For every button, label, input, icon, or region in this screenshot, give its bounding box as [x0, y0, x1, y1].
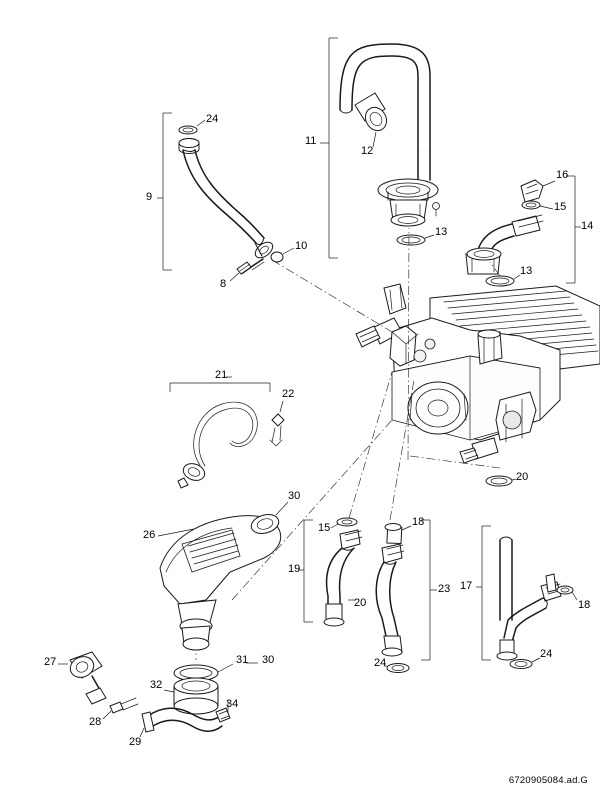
callout-20-right: 20 [516, 471, 529, 483]
callout-24-upper-left: 24 [206, 113, 219, 125]
callout-10: 10 [295, 240, 308, 252]
callout-20-lower: 20 [354, 597, 367, 609]
callout-26: 26 [143, 529, 156, 541]
callout-31: 31 [236, 654, 249, 666]
callout-19: 19 [288, 563, 301, 575]
callout-28: 28 [89, 716, 102, 728]
callout-9: 9 [146, 191, 153, 203]
document-code: 6720905084.ad.G [508, 775, 588, 786]
callout-15-lower: 15 [318, 522, 331, 534]
callout-34: 34 [226, 698, 239, 710]
callout-21: 21 [215, 369, 228, 381]
callout-24-bottom-center: 24 [374, 657, 387, 669]
callout-14: 14 [581, 220, 594, 232]
callout-32: 32 [150, 679, 163, 691]
callout-30-lower: 30 [262, 654, 275, 666]
callout-13-top: 13 [435, 226, 448, 238]
callout-11: 11 [305, 135, 317, 147]
callout-18-center: 18 [412, 516, 425, 528]
callout-27: 27 [44, 656, 57, 668]
callout-17: 17 [460, 580, 473, 592]
callout-23: 23 [438, 583, 451, 595]
callout-29: 29 [129, 736, 142, 748]
callout-16: 16 [556, 169, 569, 181]
callout-18-right: 18 [578, 599, 591, 611]
callout-15-upper-right: 15 [554, 201, 567, 213]
callout-30-upper: 30 [288, 490, 301, 502]
callout-8: 8 [220, 278, 227, 290]
callout-22: 22 [282, 388, 295, 400]
callout-13-right: 13 [520, 265, 533, 277]
callout-12: 12 [361, 145, 374, 157]
callout-24-bottom-right: 24 [540, 648, 553, 660]
